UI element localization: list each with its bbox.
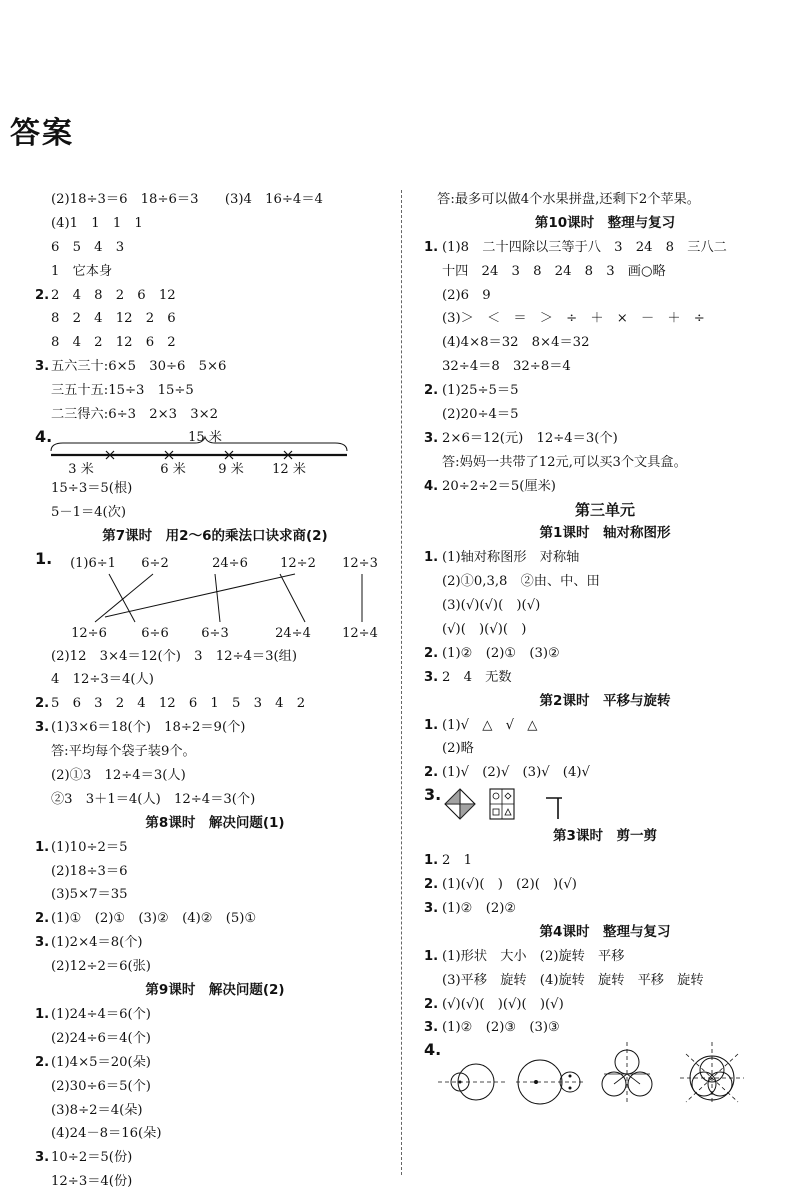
answer-line bbox=[35, 188, 395, 212]
answer-line bbox=[424, 618, 786, 642]
lesson-heading: 第2课时 平移与旋转 bbox=[539, 692, 671, 709]
circle-figure-1 bbox=[438, 1064, 506, 1100]
question-number: 3. bbox=[424, 900, 439, 916]
answer-line bbox=[35, 331, 395, 355]
answer-text: (3)平移 旋转 (4)旋转 旋转 平移 旋转 bbox=[442, 972, 704, 988]
match-bottom-item: 6÷3 bbox=[201, 625, 229, 641]
segment-label: 6 米 bbox=[160, 461, 186, 477]
match-top-item: 12÷3 bbox=[342, 555, 378, 571]
answer-text: (2)①0,3,8 ②由、中、田 bbox=[442, 574, 600, 590]
rope-segment-figure bbox=[35, 427, 395, 477]
answer-line bbox=[424, 761, 786, 785]
answer-text: (4)24－8＝16(朵) bbox=[51, 1126, 162, 1142]
answer-text: 8 4 2 12 6 2 bbox=[51, 335, 176, 351]
answer-line bbox=[35, 477, 395, 501]
answer-text: 4 12÷3＝4(人) bbox=[51, 672, 154, 688]
match-line bbox=[95, 574, 153, 622]
answer-text: 8 2 4 12 2 6 bbox=[51, 311, 176, 327]
question-number: 4. bbox=[35, 426, 53, 446]
diamond-shape bbox=[445, 789, 475, 819]
answer-line bbox=[35, 284, 395, 308]
circle-figure-4 bbox=[680, 1042, 744, 1104]
lesson-heading: 第9课时 解决问题(2) bbox=[145, 982, 285, 999]
total-length-label: 15 米 bbox=[188, 429, 222, 445]
segment-label: 9 米 bbox=[218, 461, 244, 477]
answer-text: 五六三十:6×5 30÷6 5×6 bbox=[51, 359, 227, 375]
page-title: 答案 bbox=[10, 116, 74, 151]
answer-text: (1)2×4＝8(个) bbox=[51, 935, 143, 951]
answer-text: (2)12÷2＝6(张) bbox=[51, 959, 151, 975]
answer-text: (4)1 1 1 1 bbox=[51, 215, 143, 231]
answer-line bbox=[35, 1099, 395, 1123]
question-number: 1. bbox=[35, 1006, 50, 1022]
question-number: 3. bbox=[424, 430, 439, 446]
answer-text: 2 1 bbox=[442, 853, 472, 869]
answer-text: (1)形状 大小 (2)旋转 平移 bbox=[442, 948, 625, 964]
answer-text: (3)8÷2＝4(朵) bbox=[51, 1102, 143, 1118]
answer-line bbox=[35, 1075, 395, 1099]
question-number: 1. bbox=[424, 239, 439, 255]
question-number: 3. bbox=[424, 1020, 439, 1036]
question-number: 3. bbox=[35, 935, 50, 951]
match-top-item: 24÷6 bbox=[212, 555, 248, 571]
answer-line bbox=[35, 355, 395, 379]
answer-line bbox=[424, 475, 786, 499]
segment-label: 3 米 bbox=[68, 461, 94, 477]
match-bottom-item: 24÷4 bbox=[275, 625, 311, 641]
answer-text: (1)② (2)② bbox=[442, 900, 517, 916]
answer-line bbox=[35, 692, 395, 716]
answer-text: 32÷4＝8 32÷8＝4 bbox=[442, 359, 571, 375]
answer-line bbox=[424, 642, 786, 666]
right-column bbox=[424, 188, 786, 1106]
answer-text: (√)( )(√)( ) bbox=[442, 622, 527, 638]
answer-line bbox=[424, 849, 786, 873]
answer-text: (1)25÷5＝5 bbox=[442, 383, 519, 399]
question-number: 2. bbox=[424, 645, 439, 661]
answer-text: (2)12 3×4＝12(个) 3 12÷4＝3(组) bbox=[51, 648, 297, 664]
answer-line bbox=[35, 907, 395, 931]
answer-text: (3)(√)(√)( )(√) bbox=[442, 598, 541, 614]
answer-line bbox=[424, 331, 786, 355]
answer-text: 12÷3＝4(份) bbox=[51, 1174, 133, 1190]
circle-figure-2 bbox=[516, 1060, 586, 1104]
answer-text: 十四 24 3 8 24 8 3 画○略 bbox=[442, 263, 666, 279]
answer-line bbox=[35, 740, 395, 764]
answer-text: 答:最多可以做4个水果拼盘,还剩下2个苹果。 bbox=[424, 192, 700, 207]
match-top-item: 6÷2 bbox=[141, 555, 169, 571]
answer-line bbox=[35, 788, 395, 812]
lesson-heading: 第3课时 剪一剪 bbox=[553, 828, 657, 845]
answer-text: (1)4×5＝20(朵) bbox=[51, 1054, 151, 1070]
answer-line bbox=[424, 714, 786, 738]
answer-line bbox=[35, 403, 395, 427]
answer-text: 6 5 4 3 bbox=[51, 239, 125, 255]
answer-text: 20÷2÷2＝5(厘米) bbox=[442, 478, 556, 494]
answer-line bbox=[35, 716, 395, 740]
answer-text: (2)30÷6＝5(个) bbox=[51, 1078, 151, 1094]
question-number: 1. bbox=[424, 717, 439, 733]
answer-text: ②3 3＋1＝4(人) 12÷4＝3(个) bbox=[51, 791, 256, 807]
answer-line bbox=[424, 594, 786, 618]
answer-line bbox=[35, 501, 395, 525]
answer-text: 2 4 8 2 6 12 bbox=[51, 287, 176, 303]
answer-line bbox=[35, 883, 395, 907]
answer-text: 答:妈妈一共带了12元,可以买3个文具盒。 bbox=[442, 454, 687, 470]
answer-line bbox=[35, 645, 395, 669]
answer-text: 10÷2＝5(份) bbox=[51, 1150, 133, 1166]
question-number: 3. bbox=[424, 669, 439, 685]
column-divider bbox=[401, 190, 402, 1175]
match-top-item: 12÷2 bbox=[280, 555, 316, 571]
answer-text: (2)6 9 bbox=[442, 287, 491, 303]
unit-heading: 第三单元 bbox=[574, 500, 635, 519]
answer-line bbox=[35, 1170, 395, 1194]
answer-text: 15÷3＝5(根) bbox=[51, 480, 133, 496]
match-top-item: (1)6÷1 bbox=[70, 555, 116, 571]
answer-line bbox=[424, 451, 786, 475]
answer-line bbox=[424, 284, 786, 308]
answer-text: (2)①3 12÷4＝3(人) bbox=[51, 768, 186, 784]
answer-line bbox=[35, 1146, 395, 1170]
answer-text: (1)√ △ √ △ bbox=[442, 717, 538, 733]
answer-line bbox=[424, 1016, 786, 1040]
answer-line bbox=[35, 1051, 395, 1075]
answer-text: 2×6＝12(元) 12÷4＝3(个) bbox=[442, 430, 618, 446]
question-number: 1. bbox=[424, 550, 439, 566]
answer-text: (1)② (2)③ (3)③ bbox=[442, 1020, 560, 1036]
answer-line bbox=[424, 236, 786, 260]
question-number: 3. bbox=[35, 1150, 50, 1166]
answer-line bbox=[424, 379, 786, 403]
question-number: 2. bbox=[424, 996, 439, 1012]
answer-line bbox=[424, 403, 786, 427]
lesson-heading: 第10课时 整理与复习 bbox=[534, 214, 676, 231]
match-bottom-item: 12÷6 bbox=[71, 625, 107, 641]
match-line bbox=[215, 574, 220, 622]
answer-text: (3)5×7＝35 bbox=[51, 887, 128, 903]
match-line bbox=[105, 574, 295, 617]
answer-line bbox=[424, 546, 786, 570]
answer-text: (2)略 bbox=[442, 741, 474, 757]
shapes-figure bbox=[424, 785, 786, 825]
answer-text: (2)18÷3＝6 18÷6＝3 (3)4 16÷4＝4 bbox=[51, 192, 323, 207]
answer-text: (2)24÷6＝4(个) bbox=[51, 1030, 151, 1046]
answer-text: 5 6 3 2 4 12 6 1 5 3 4 2 bbox=[51, 696, 306, 712]
question-number: 1. bbox=[35, 839, 50, 855]
answer-line bbox=[424, 188, 786, 212]
answer-line bbox=[35, 379, 395, 403]
answer-text: 2 4 无数 bbox=[442, 669, 512, 685]
answer-line bbox=[424, 737, 786, 761]
answer-text: (1)24÷4＝6(个) bbox=[51, 1006, 151, 1022]
answer-line bbox=[35, 1122, 395, 1146]
answer-line bbox=[35, 955, 395, 979]
answer-line bbox=[424, 307, 786, 331]
answer-text: 二三得六:6÷3 2×3 3×2 bbox=[51, 407, 219, 423]
answer-line bbox=[35, 860, 395, 884]
answer-text: (2)18÷3＝6 bbox=[51, 863, 128, 879]
answer-text: (1)① (2)① (3)② (4)② (5)① bbox=[51, 911, 257, 927]
answer-text: 答:平均每个袋子装9个。 bbox=[51, 744, 196, 760]
answer-line bbox=[424, 260, 786, 284]
answer-line bbox=[35, 764, 395, 788]
answer-text: 三五十五:15÷3 15÷5 bbox=[51, 383, 194, 399]
answer-text: (1)(√)( ) (2)( )(√) bbox=[442, 877, 577, 893]
answer-text: (√)(√)( )(√)( )(√) bbox=[442, 996, 564, 1012]
question-number: 2. bbox=[35, 911, 50, 927]
lesson-heading: 第8课时 解决问题(1) bbox=[145, 814, 285, 831]
match-line bbox=[280, 574, 305, 622]
answer-line bbox=[35, 260, 395, 284]
match-bottom-item: 6÷6 bbox=[141, 625, 169, 641]
answer-text: (1)3×6＝18(个) 18÷2＝9(个) bbox=[51, 720, 246, 736]
answer-text: (4)4×8＝32 8×4＝32 bbox=[442, 335, 590, 351]
question-number: 2. bbox=[424, 765, 439, 781]
answer-line bbox=[424, 945, 786, 969]
answer-text: (3)＞ ＜ ＝ ＞ ÷ ＋ × － ＋ ÷ bbox=[442, 311, 705, 327]
question-number: 2. bbox=[35, 287, 50, 303]
left-column bbox=[35, 188, 395, 1194]
answer-text: 1 它本身 bbox=[51, 263, 113, 279]
answer-text: (1)√ (2)√ (3)√ (4)√ bbox=[442, 765, 590, 781]
answer-line bbox=[424, 570, 786, 594]
answer-text: (1)8 二十四除以三等于八 3 24 8 三八二 bbox=[442, 239, 727, 255]
answer-line bbox=[424, 355, 786, 379]
square-grid-shape bbox=[490, 789, 514, 819]
answer-line bbox=[35, 836, 395, 860]
question-number: 1. bbox=[424, 948, 439, 964]
question-number: 3. bbox=[424, 785, 442, 805]
answer-text: 5－1＝4(次) bbox=[51, 504, 127, 520]
question-number: 2. bbox=[35, 1054, 50, 1070]
answer-line bbox=[424, 873, 786, 897]
answer-line bbox=[424, 969, 786, 993]
answer-line bbox=[424, 993, 786, 1017]
answer-text: (1)② (2)① (3)② bbox=[442, 645, 560, 661]
answer-line bbox=[35, 236, 395, 260]
answer-line bbox=[35, 931, 395, 955]
answer-line bbox=[424, 427, 786, 451]
lesson-heading: 第4课时 整理与复习 bbox=[539, 923, 671, 940]
answer-text: (2)20÷4＝5 bbox=[442, 407, 519, 423]
answer-line bbox=[35, 1003, 395, 1027]
circle-figure-3 bbox=[602, 1042, 652, 1104]
lesson-heading: 第7课时 用2～6的乘法口诀求商(2) bbox=[102, 527, 328, 544]
question-number: 2. bbox=[35, 696, 50, 712]
answer-text: (1)10÷2＝5 bbox=[51, 839, 128, 855]
answer-line bbox=[424, 897, 786, 921]
circles-figure bbox=[424, 1040, 786, 1106]
match-bottom-item: 12÷4 bbox=[342, 625, 378, 641]
answer-line bbox=[424, 666, 786, 690]
question-number: 1. bbox=[35, 548, 53, 568]
matching-figure bbox=[35, 549, 395, 645]
lesson-heading: 第1课时 轴对称图形 bbox=[539, 525, 671, 542]
answer-line bbox=[35, 1027, 395, 1051]
answer-line bbox=[35, 212, 395, 236]
answer-text: (1)轴对称图形 对称轴 bbox=[442, 550, 580, 566]
answer-line bbox=[35, 307, 395, 331]
question-number: 3. bbox=[35, 359, 50, 375]
question-number: 4. bbox=[424, 1040, 442, 1060]
question-number: 2. bbox=[424, 877, 439, 893]
question-number: 1. bbox=[424, 853, 439, 869]
question-number: 3. bbox=[35, 720, 50, 736]
question-number: 2. bbox=[424, 383, 439, 399]
answer-line bbox=[35, 668, 395, 692]
segment-label: 12 米 bbox=[272, 461, 306, 477]
hook-shape bbox=[546, 798, 562, 819]
question-number: 4. bbox=[424, 478, 439, 494]
